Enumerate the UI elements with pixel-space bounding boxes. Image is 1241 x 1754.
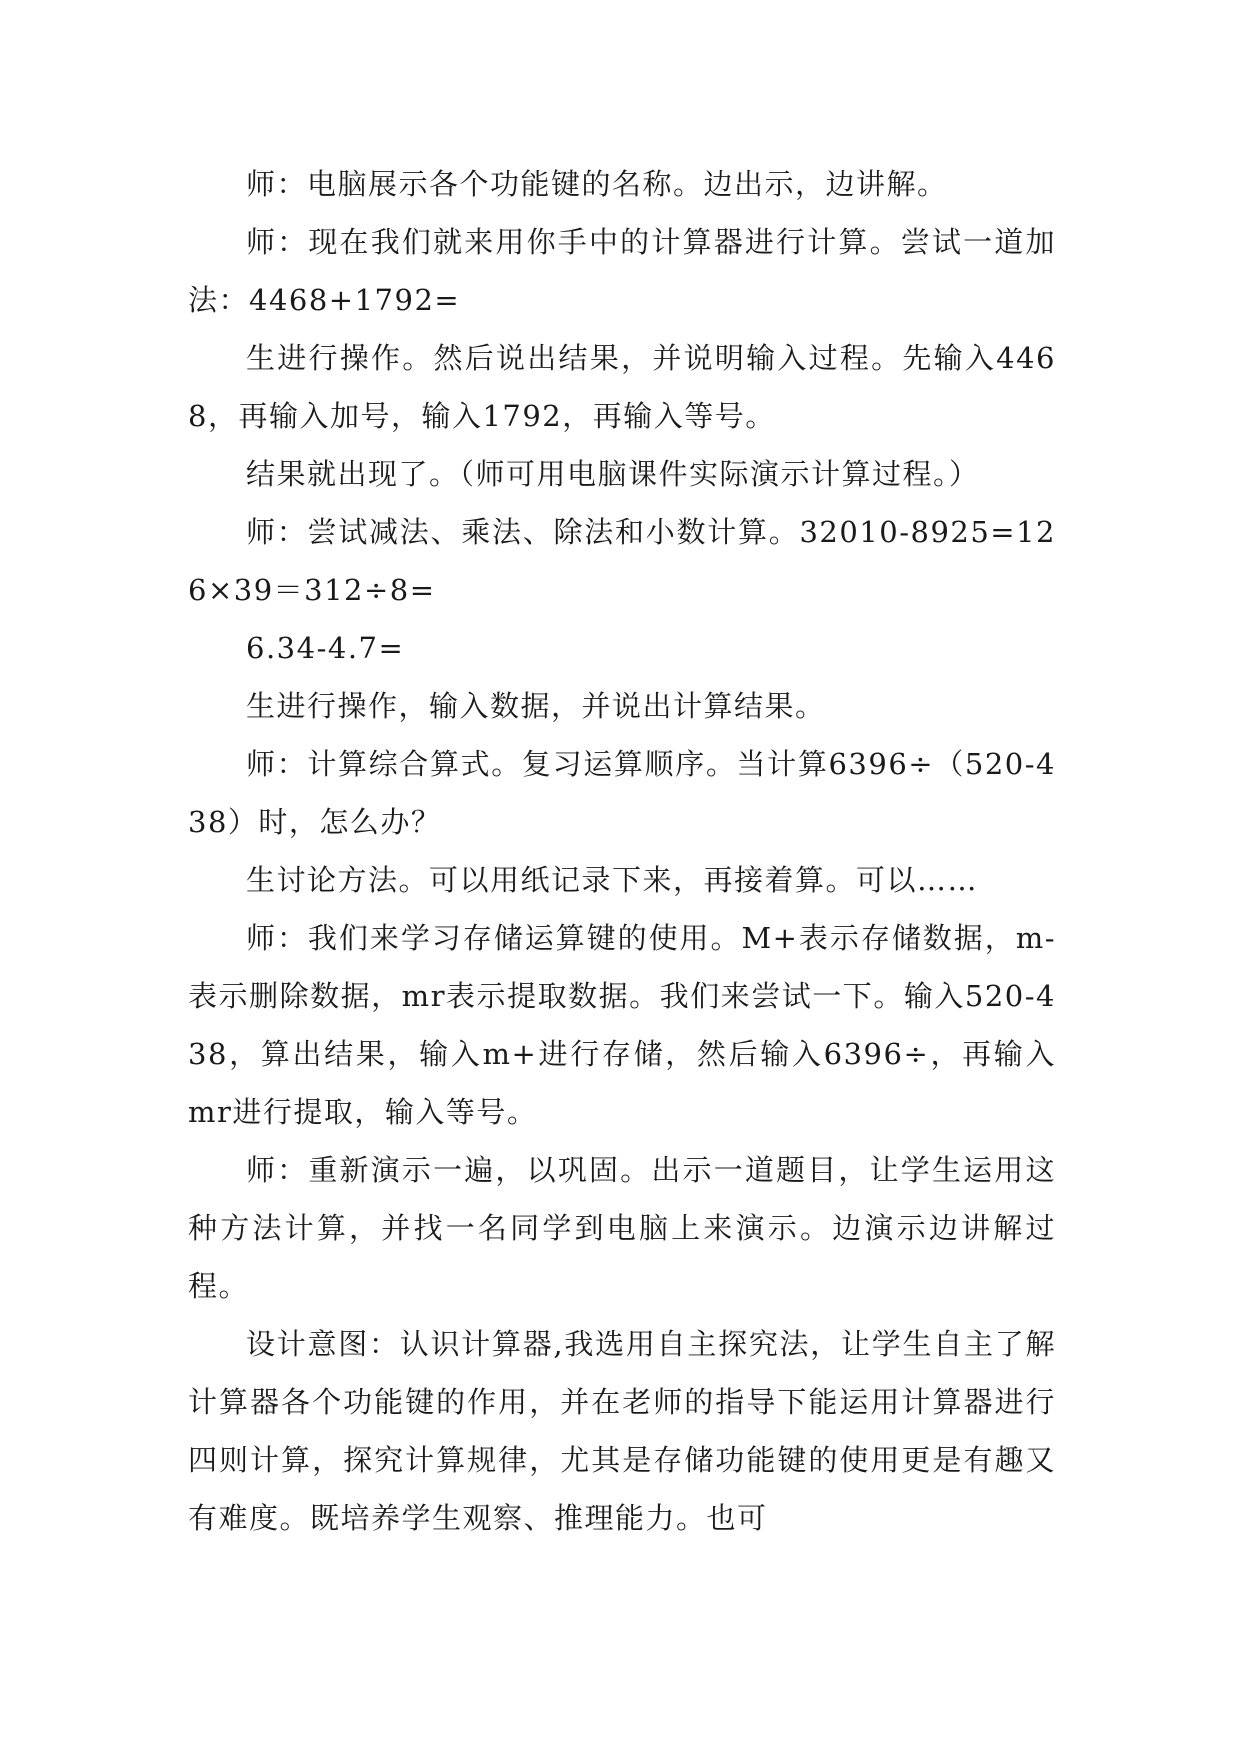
paragraph-1: 师：电脑展示各个功能键的名称。边出示，边讲解。 <box>246 167 948 201</box>
paragraph-7: 生进行操作，输入数据，并说出计算结果。 <box>246 689 826 723</box>
paragraph-2: 师：现在我们就来用你手中的计算器进行计算。尝试一道加法：4468+1792= <box>188 225 1056 317</box>
paragraph-8: 师：计算综合算式。复习运算顺序。当计算6396÷（520-438）时，怎么办？ <box>188 747 1056 839</box>
paragraph-9: 生讨论方法。可以用纸记录下来，再接着算。可以…… <box>246 863 979 897</box>
paragraph-10: 师：我们来学习存储运算键的使用。M+表示存储数据，m-表示删除数据，mr表示提取数据。我们来尝试一下。输入520-438，算出结果，输入m+进行存储，然后输入6396÷，再输入mr进行提取，输入等号。 <box>188 921 1056 1129</box>
paragraph-11: 师：重新演示一遍，以巩固。出示一道题目，让学生运用这种方法计算，并找一名同学到电脑上来演示。边演示边讲解过程。 <box>188 1153 1056 1303</box>
paragraph-6: 6.34-4.7= <box>246 631 405 665</box>
paragraph-4: 结果就出现了。（师可用电脑课件实际演示计算过程。） <box>246 457 980 491</box>
document-body <box>188 155 1056 1547</box>
paragraph-5: 师：尝试减法、乘法、除法和小数计算。32010-8925=126×39＝312÷8= <box>188 515 1056 607</box>
paragraph-12: 设计意图：认识计算器,我选用自主探究法，让学生自主了解计算器各个功能键的作用，并在老师的指导下能运用计算器进行四则计算，探究计算规律，尤其是存储功能键的使用更是有趣又有难度。既培养学生观察、推理能力。也可 <box>188 1327 1056 1535</box>
paragraph-3: 生进行操作。然后说出结果，并说明输入过程。先输入4468，再输入加号，输入1792，再输入等号。 <box>188 341 1056 433</box>
